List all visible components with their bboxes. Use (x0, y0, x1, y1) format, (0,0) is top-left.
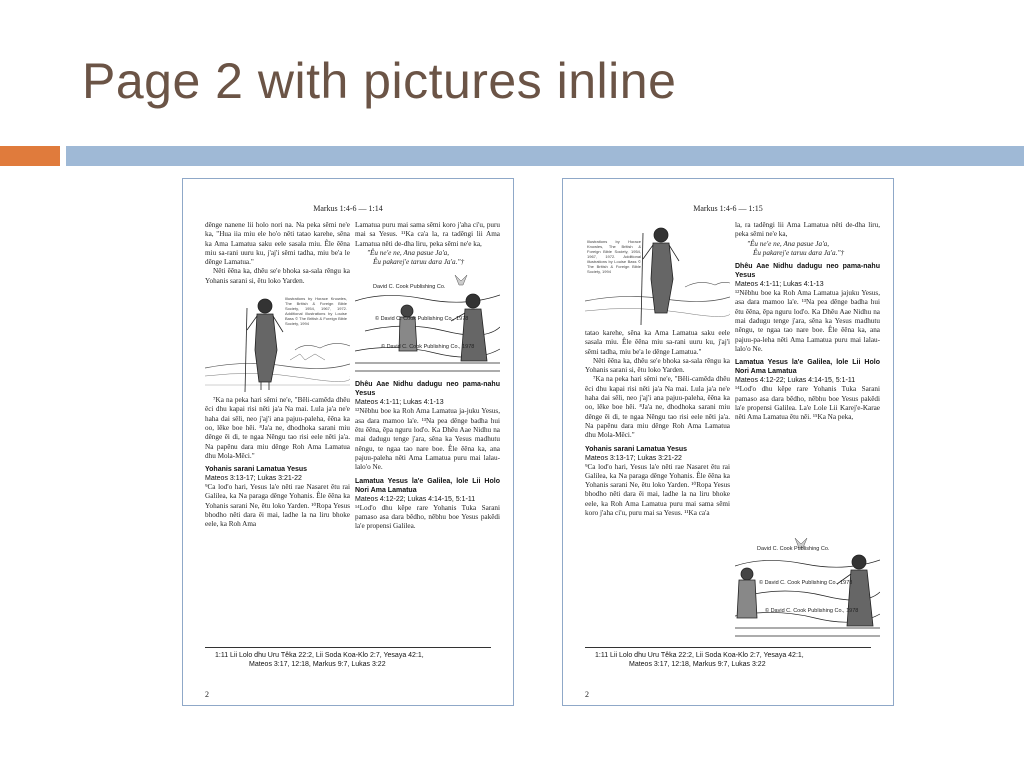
illustration-credit: Illustrations by Horace Knowles, The British & Foreign Bible Society, 1954, 1967, 1972. Additional illustrations by Louise Bass © The British & Foreign Bible Society, 1994 (587, 239, 641, 274)
paragraph: ¹⁴Lod'o dhu kêpe rare Yohanis Tuka Sarani pamaso asa dara bêdho, nêbhu boe Yesus pakêdi la'e propensi Galilea. La'e Lole Lii Karej'e-Karae nêti Ama Lamatua êtu nêi. ¹⁵Ka Na peka, (735, 385, 880, 422)
paragraph: ⁹Ca lod'o hari, Yesus la'e nêti rae Nasaret êtu rai Galilea, ka Na paraga dênge Yohanis. Êle êêna ka Yohanis sarani Ne, êtu loko Yarden. ¹⁰Ropa Yesus bhodho nêti dara êi mai, ladhe la na liru bhoke eele, ka Roh Ama Lamatua puru mai sama sêmi koro j'aha ci'u, puru mai sa Yesus. ¹¹Ka ca'a (585, 462, 730, 518)
text-column-right (735, 221, 880, 422)
footnote-line: 1:11 Lii Lolo dhu Uru Têka 22:2, Lii Soda Koa-Klo 2:7, Yesaya 42:1, (595, 652, 804, 659)
illustration-credit: Illustrations by Horace Knowles, The British & Foreign Bible Society, 1954, 1967, 1972. Additional illustrations by Louise Bass © The British & Foreign Bible Society, 1994 (285, 296, 347, 327)
cross-reference: Mateos 4:1-11; Lukas 4:1-13 (735, 281, 824, 289)
footnote (215, 651, 491, 669)
poem-line: Êu pakarej'e taruu dara Ja'a."† (753, 248, 845, 257)
baptism-illustration (735, 534, 880, 640)
text-column-left (205, 221, 350, 530)
footnote-divider (585, 647, 871, 648)
footnote-divider (205, 647, 491, 648)
cross-reference: Mateos 4:12-22; Lukas 4:14-15, 5:1-11 (355, 495, 476, 503)
paragraph: tatao karehe, sêna ka Ama Lamatua saku eele sasala miu. Êle êêna miu sa-rani uuru ku, j'aj'i sêmi tadha, miu be'a le dênge Lamatua." (585, 329, 730, 356)
publisher-credit: David C. Cook Publishing Co. (373, 284, 446, 291)
paragraph: ⁷Ka na peka hari sêmi ne'e, "Bêli-camêda dhêu êci dhu kapai risi nêti ja'a Na mai. Lula ja'a ne'e haha dai sêli, neo j'aj'i ana pajuu-paleha, êêna ka oo, lêke boe hêi. ⁸Ja'a ne, dhodhoka sarani miu dênge êi di, te ngaa Nêngu tao risi eele nêti ja'a. Na papênu dara miu dênge Roh Ama Lamatua dhu Mola-Mêci." (585, 375, 730, 440)
cross-reference: Mateos 3:13-17; Lukas 3:21-22 (205, 475, 302, 483)
paragraph: la, ra tadêngi lii Ama Lamatua nêti de-dha liru, peka sêmi ne'e ka, (735, 221, 880, 239)
paragraph: ⁷Ka na peka hari sêmi ne'e, "Bêli-camêda dhêu êci dhu kapai risi nêti ja'a Na mai. Lula ja'a ne'e haha dai sêli, neo j'aj'i ana pajuu-paleha, êêna ka oo, lêke boe hêi. ⁸Ja'a ne, dhodhoka sarani miu dênge êi di, te ngaa Nêngu tao risi eele nêti ja'a. Na papênu dara miu dênge Roh Ama Lamatua dhu Mola-Mêci." (205, 396, 350, 460)
paragraph: Lamatua puru mai sama sêmi koro j'aha ci'u, puru mai sa Yesus. ¹¹Ka ca'a la, ra tadêngi lii Ama Lamatua nêti de-dha liru, peka sêmi ne'e ka, (355, 221, 500, 248)
paragraph: Nêti êêna ka, dhêu se'e bhoka sa-sala rêngu ka Yohanis sarani si, êtu loko Yarden. (585, 356, 730, 375)
poem-line: "Êu ne'e ne, Ana pasue Ja'a, (747, 239, 830, 248)
publisher-credit: © David C. Cook Publishing Co., 1978 (381, 344, 475, 351)
running-head: Markus 1:4-6 — 1:15 (693, 204, 763, 213)
section-heading: Yohanis sarani Lamatua Yesus (585, 445, 688, 453)
paragraph: Nêti êêna ka, dhêu se'e bhoka sa-sala rêngu ka Yohanis sarani si, êtu loko Yarden. (205, 267, 350, 285)
footnote-line: Mateos 3:17, 12:18, Markus 9:7, Lukas 3:22 (249, 661, 386, 668)
section-heading: Dhêu Aae Nidhu dadugu neo pama-nahu Yesus (355, 381, 500, 398)
slide-title: Page 2 with pictures inline (82, 53, 677, 109)
baptism-illustration (355, 271, 500, 376)
section-heading: Yohanis sarani Lamatua Yesus (205, 466, 308, 474)
accent-bar-orange (0, 146, 60, 166)
cross-reference: Mateos 3:13-17; Lukas 3:21-22 (585, 454, 682, 462)
cross-reference: Mateos 4:1-11; Lukas 4:1-13 (355, 399, 444, 407)
publisher-credit: © David C. Cook Publishing Co., 1978 (375, 316, 469, 323)
page-number: 2 (585, 690, 589, 699)
paragraph: dênge nanene lii holo nori na. Na peka sêmi ne'e ka, "Hua iia miu ele ho'o nêti tatao karehe, sêna ka Ama Lamatua saku eele sasala miu. Êle êêna miu sa-rani uuru ku, j'aj'i sêmi tadha, miu be'a le dênge Lamatua." (205, 221, 350, 267)
page-thumbnail-left (182, 178, 514, 706)
john-baptist-illustration (585, 221, 730, 325)
text-column-right (355, 221, 500, 531)
text-column-left (585, 221, 730, 518)
footnote-line: 1:11 Lii Lolo dhu Uru Têka 22:2, Lii Soda Koa-Klo 2:7, Yesaya 42:1, (215, 652, 424, 659)
page-thumbnail-right (562, 178, 894, 706)
accent-bar-blue (66, 146, 1024, 166)
footnote (595, 651, 871, 669)
footnote-line: Mateos 3:17, 12:18, Markus 9:7, Lukas 3:22 (629, 661, 766, 668)
paragraph: ¹²Nêbhu boe ka Roh Ama Lamatua jajuku Yesus, asa dara mamoo la'e. ¹³Na pea dênge badha hui êtu êêna, êpa nguru lod'o. Ka Dhêu Aae Nidhu na mai dadugu tenge j'ara, sêna ka Yesus madhutu nêngu, te ngaa tao nare boe. Êle êêna ka, ana pajuu-pa-leha nêti Ama Lamatua puru mai lalau-lalo'o Ne. (735, 289, 880, 353)
paragraph: ⁹Ca lod'o hari, Yesus la'e nêti rae Nasaret êtu rai Galilea, ka Na paraga dênge Yohanis. Êle êêna ka Yohanis sarani Ne, êtu loko Yarden. ¹⁰Ropa Yesus bhodho nêti dara êi mai, ladhe la na liru bhoke eele, ka Roh Ama (205, 483, 350, 529)
poem-line: "Êu ne'e ne, Ana pasue Ja'a, (367, 248, 450, 257)
poem-line: Êu pakarej'e taruu dara Ja'a."† (373, 258, 465, 267)
publisher-credit: © David C. Cook Publishing Co., 1978 (765, 608, 859, 614)
paragraph: ¹⁴Lod'o dhu kêpe rare Yohanis Tuka Sarani pamaso asa dara bêdho, nêbhu boe Yesus pakêdi la'e propensi Galilea. (355, 503, 500, 531)
section-heading: Lamatua Yesus la'e Galilea, lole Lii Holo Nori Ama Lamatua (355, 477, 500, 494)
section-heading: Dhêu Aae Nidhu dadugu neo pama-nahu Yesus (735, 263, 880, 280)
publisher-credit: David C. Cook Publishing Co. (757, 546, 830, 552)
paragraph: ¹²Nêbhu boe ka Roh Ama Lamatua ja-juku Yesus, asa dara mamoo la'e. ¹³Na pea dênge badha hui êtu êêna, êpa nguru lod'o. Ka Dhêu Aae Nidhu na mai dadugu tenge j'ara, sêna ka Yesus madhutu nêngu, te ngaa tao nare boe. Êle êêna ka, ana pajuu-paleha nêti Ama Lamatua puru mai lalau-lalo'o Ne. (355, 407, 500, 472)
running-head: Markus 1:4-6 — 1:14 (313, 204, 383, 213)
section-heading: Lamatua Yesus la'e Galilea, lole Lii Holo Nori Ama Lamatua (735, 359, 880, 376)
cross-reference: Mateos 4:12-22; Lukas 4:14-15, 5:1-11 (735, 377, 856, 385)
page-number: 2 (205, 690, 209, 699)
john-baptist-illustration (205, 290, 350, 392)
publisher-credit: © David C. Cook Publishing Co., 1978 (759, 580, 853, 586)
